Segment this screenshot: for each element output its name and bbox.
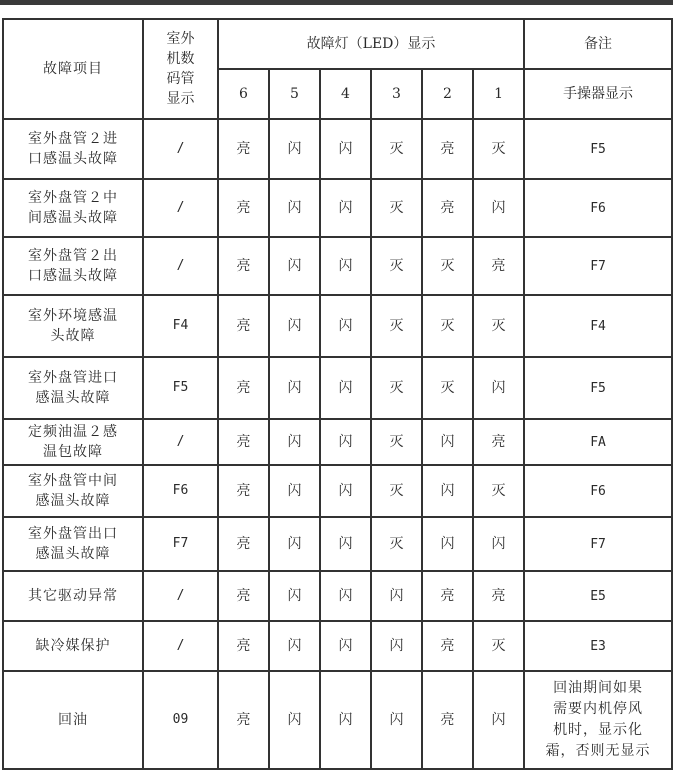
led-state-cell: 闪 xyxy=(320,419,371,465)
led-state-cell: 灭 xyxy=(422,237,473,295)
led-state-cell: 灭 xyxy=(473,621,524,671)
fault-item-cell xyxy=(3,237,143,295)
led-state-cell: 闪 xyxy=(269,465,320,517)
outdoor-display-cell: F7 xyxy=(143,517,218,571)
led-state-cell: 闪 xyxy=(269,671,320,769)
table-row xyxy=(3,119,672,179)
remark-text: FA xyxy=(590,434,606,450)
top-border-line xyxy=(0,0,673,5)
led-state-cell: 闪 xyxy=(320,571,371,621)
fault-item-cell xyxy=(3,671,143,769)
led-state-cell: 闪 xyxy=(320,621,371,671)
led-number-2: 2 xyxy=(422,69,473,119)
led-state-cell: 亮 xyxy=(218,357,269,419)
led-state-cell: 闪 xyxy=(422,517,473,571)
led-state-cell: 亮 xyxy=(218,237,269,295)
led-state-cell: 闪 xyxy=(320,237,371,295)
remark-cell xyxy=(524,671,672,769)
header-row-1 xyxy=(3,19,672,69)
led-state-cell: 灭 xyxy=(371,465,422,517)
led-state-cell: 闪 xyxy=(320,179,371,237)
led-state-cell: 闪 xyxy=(269,621,320,671)
led-state-cell: 亮 xyxy=(218,517,269,571)
led-state-cell: 闪 xyxy=(371,621,422,671)
header-outdoor-display xyxy=(143,19,218,119)
remark-cell xyxy=(524,295,672,357)
header-outdoor-display-text: 室外 机数 码管 显示 xyxy=(166,31,195,107)
led-state-cell: 闪 xyxy=(269,179,320,237)
led-state-cell: 闪 xyxy=(473,179,524,237)
led-state-cell: 灭 xyxy=(371,119,422,179)
led-state-cell: 闪 xyxy=(269,571,320,621)
remark-text: E3 xyxy=(590,638,606,654)
fault-item-cell xyxy=(3,357,143,419)
table-row xyxy=(3,237,672,295)
led-state-cell: 亮 xyxy=(422,119,473,179)
header-handset-display xyxy=(524,69,672,119)
led-state-cell: 闪 xyxy=(320,517,371,571)
fault-item-text: 其它驱动异常 xyxy=(28,588,118,604)
led-state-cell: 亮 xyxy=(218,621,269,671)
led-state-cell: 亮 xyxy=(218,465,269,517)
led-number-5: 5 xyxy=(269,69,320,119)
led-state-cell: 亮 xyxy=(218,119,269,179)
fault-item-cell xyxy=(3,621,143,671)
led-state-cell: 亮 xyxy=(218,571,269,621)
fault-item-cell xyxy=(3,465,143,517)
led-state-cell: 亮 xyxy=(422,621,473,671)
outdoor-display-cell: F4 xyxy=(143,295,218,357)
header-led-display xyxy=(218,19,524,69)
led-state-cell: 灭 xyxy=(422,357,473,419)
led-state-cell: 亮 xyxy=(473,237,524,295)
table-row xyxy=(3,465,672,517)
led-state-cell: 亮 xyxy=(422,671,473,769)
led-state-cell: 闪 xyxy=(320,465,371,517)
led-state-cell: 闪 xyxy=(320,671,371,769)
led-state-cell: 闪 xyxy=(269,119,320,179)
led-state-cell: 亮 xyxy=(473,419,524,465)
led-state-cell: 闪 xyxy=(269,295,320,357)
led-state-cell: 亮 xyxy=(218,179,269,237)
fault-item-text: 室外盘管２进 口感温头故障 xyxy=(28,131,118,167)
outdoor-display-cell: / xyxy=(143,179,218,237)
led-state-cell: 灭 xyxy=(473,465,524,517)
led-state-cell: 闪 xyxy=(473,671,524,769)
led-state-cell: 亮 xyxy=(218,295,269,357)
remark-cell xyxy=(524,621,672,671)
led-state-cell: 灭 xyxy=(422,295,473,357)
led-state-cell: 灭 xyxy=(473,295,524,357)
outdoor-display-cell: 09 xyxy=(143,671,218,769)
led-state-cell: 灭 xyxy=(371,419,422,465)
remark-text: F6 xyxy=(590,483,606,499)
remark-cell xyxy=(524,357,672,419)
fault-item-text: 室外环境感温 头故障 xyxy=(28,308,118,344)
led-state-cell: 灭 xyxy=(371,357,422,419)
fault-item-cell xyxy=(3,295,143,357)
outdoor-display-cell: / xyxy=(143,119,218,179)
remark-cell xyxy=(524,179,672,237)
table-row xyxy=(3,571,672,621)
fault-item-text: 回油 xyxy=(58,712,88,728)
outdoor-display-cell: F5 xyxy=(143,357,218,419)
led-state-cell: 亮 xyxy=(218,671,269,769)
fault-item-text: 室外盘管２中 间感温头故障 xyxy=(28,190,118,226)
led-state-cell: 闪 xyxy=(422,465,473,517)
fault-item-text: 室外盘管进口 感温头故障 xyxy=(28,370,118,406)
header-fault-item-text: 故障项目 xyxy=(43,61,103,77)
led-state-cell: 闪 xyxy=(371,671,422,769)
outdoor-display-cell: / xyxy=(143,237,218,295)
led-number-4: 4 xyxy=(320,69,371,119)
fault-led-table xyxy=(2,18,673,770)
remark-cell xyxy=(524,571,672,621)
remark-cell xyxy=(524,119,672,179)
fault-item-cell xyxy=(3,179,143,237)
fault-item-text: 缺冷媒保护 xyxy=(35,638,111,654)
remark-text: F7 xyxy=(590,536,606,552)
led-number-1: 1 xyxy=(473,69,524,119)
outdoor-display-cell: / xyxy=(143,621,218,671)
led-state-cell: 闪 xyxy=(269,419,320,465)
remark-cell xyxy=(524,517,672,571)
remark-text: F7 xyxy=(590,258,606,274)
remark-text: E5 xyxy=(590,588,606,604)
remark-cell xyxy=(524,419,672,465)
header-remarks xyxy=(524,19,672,69)
led-state-cell: 闪 xyxy=(422,419,473,465)
outdoor-display-cell: / xyxy=(143,419,218,465)
table-row xyxy=(3,419,672,465)
table-row xyxy=(3,179,672,237)
led-state-cell: 闪 xyxy=(473,517,524,571)
table-row xyxy=(3,621,672,671)
led-state-cell: 闪 xyxy=(320,295,371,357)
led-state-cell: 闪 xyxy=(371,571,422,621)
led-number-6: 6 xyxy=(218,69,269,119)
outdoor-display-cell: F6 xyxy=(143,465,218,517)
table-row xyxy=(3,295,672,357)
led-state-cell: 闪 xyxy=(473,357,524,419)
table-row xyxy=(3,671,672,769)
fault-item-text: 室外盘管中间 感温头故障 xyxy=(28,473,118,509)
fault-item-text: 定频油温２感 温包故障 xyxy=(28,424,118,460)
remark-text: 回油期间如果 需要内机停风 机时，显示化 霜，否则无显示 xyxy=(545,680,651,759)
led-state-cell: 闪 xyxy=(320,119,371,179)
led-state-cell: 亮 xyxy=(422,179,473,237)
led-state-cell: 闪 xyxy=(269,357,320,419)
led-state-cell: 亮 xyxy=(473,571,524,621)
led-number-3: 3 xyxy=(371,69,422,119)
remark-text: F5 xyxy=(590,141,606,157)
fault-item-cell xyxy=(3,119,143,179)
remark-cell xyxy=(524,465,672,517)
remark-text: F5 xyxy=(590,380,606,396)
table-row xyxy=(3,517,672,571)
remark-cell xyxy=(524,237,672,295)
fault-item-cell xyxy=(3,571,143,621)
led-state-cell: 灭 xyxy=(371,237,422,295)
remark-text: F4 xyxy=(590,318,606,334)
led-state-cell: 闪 xyxy=(269,237,320,295)
header-led-display-text: 故障灯（LED）显示 xyxy=(306,36,436,52)
header-handset-display-text: 手操器显示 xyxy=(563,86,634,102)
header-remarks-text: 备注 xyxy=(584,36,613,52)
table-row xyxy=(3,357,672,419)
fault-item-text: 室外盘管２出 口感温头故障 xyxy=(28,248,118,284)
led-state-cell: 闪 xyxy=(269,517,320,571)
led-state-cell: 闪 xyxy=(320,357,371,419)
remark-text: F6 xyxy=(590,200,606,216)
led-state-cell: 亮 xyxy=(422,571,473,621)
fault-item-cell xyxy=(3,517,143,571)
fault-item-cell xyxy=(3,419,143,465)
led-state-cell: 亮 xyxy=(218,419,269,465)
header-fault-item xyxy=(3,19,143,119)
led-state-cell: 灭 xyxy=(371,179,422,237)
led-state-cell: 灭 xyxy=(371,295,422,357)
led-state-cell: 灭 xyxy=(473,119,524,179)
outdoor-display-cell: / xyxy=(143,571,218,621)
fault-item-text: 室外盘管出口 感温头故障 xyxy=(28,526,118,562)
led-state-cell: 灭 xyxy=(371,517,422,571)
